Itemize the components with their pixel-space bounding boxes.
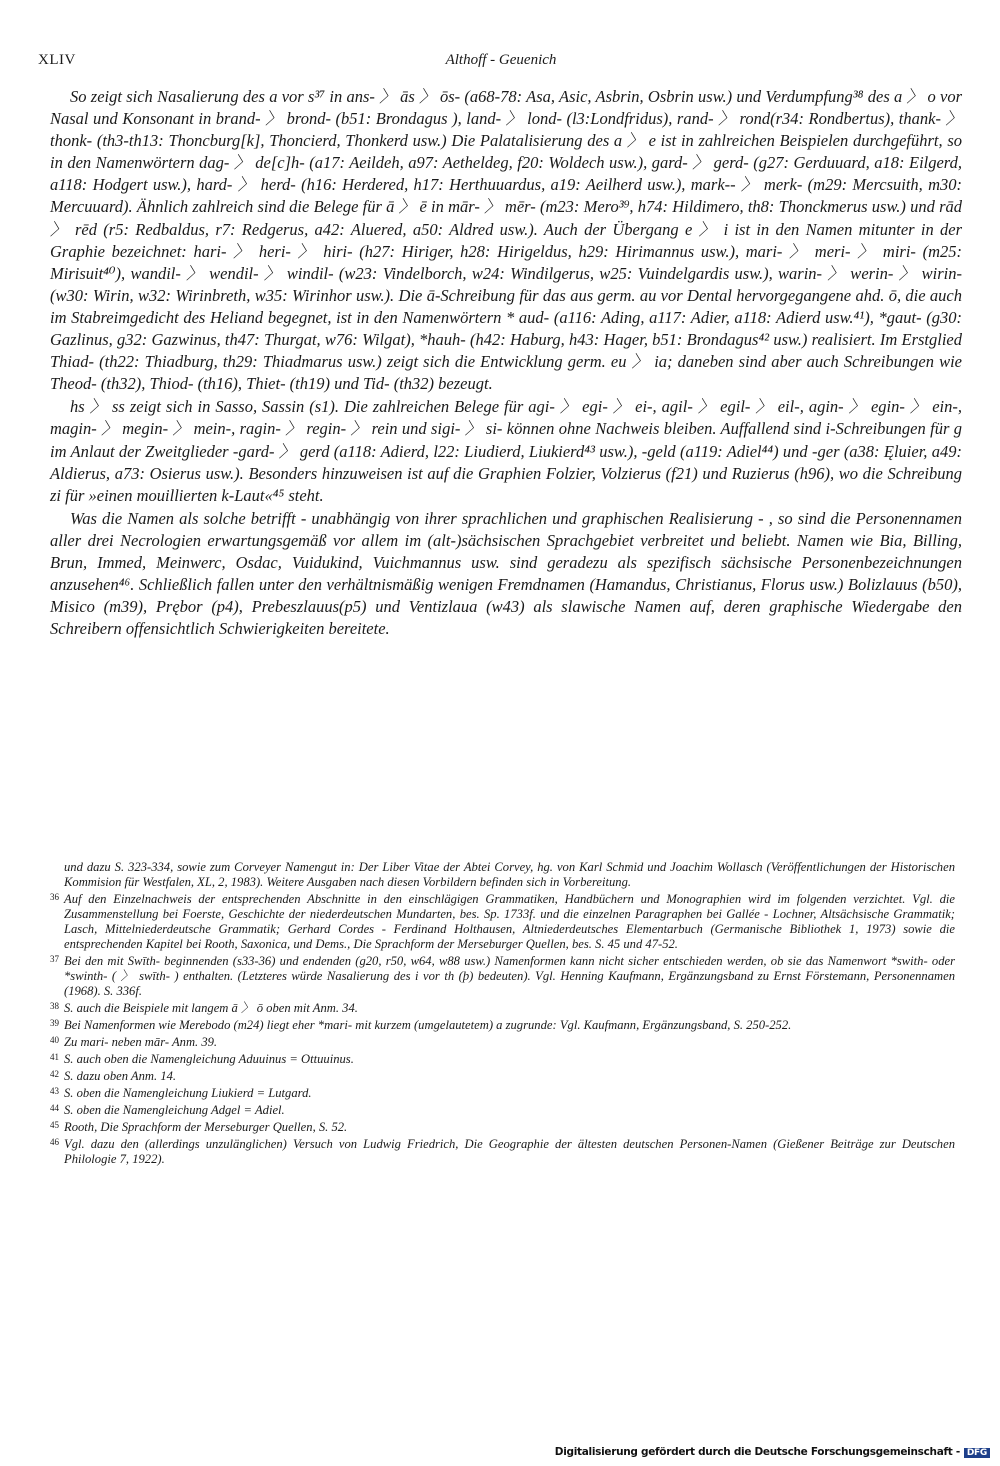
main-text: [50, 86, 962, 640]
footnote-text: Vgl. dazu den (allerdings unzulänglichen) Versuch von Ludwig Friedrich, Die Geographie der ältesten deutschen Personen-Namen (Gießener Beiträge zur Deutschen Philologie 7, 1922).: [64, 1137, 955, 1166]
footnote: [50, 1101, 955, 1118]
footnote: [50, 952, 955, 999]
footnote-text: S. auch die Beispiele mit langem ā 〉 ō oben mit Anm. 34.: [64, 1001, 358, 1015]
footnote-number: 44: [50, 1103, 59, 1113]
footnote: [50, 1016, 955, 1033]
footnote: [50, 1118, 955, 1135]
footnote-number: 36: [50, 892, 59, 902]
footnote-continuation: und dazu S. 323-334, sowie zum Corveyer Namengut in: Der Liber Vitae der Abtei Corvey, hg. von Karl Schmid und Joachim Wollasch (Veröffentlichungen der Historischen Kommision für Westfalen, XL, 2, 1983). Weitere Ausgaben nach diesen Vorbildern befinden sich in Vorbereitung.: [64, 860, 955, 889]
footnote: [50, 1084, 955, 1101]
footnote: [50, 1135, 955, 1167]
footnote: [50, 1067, 955, 1084]
footnote-text: Zu mari- neben mār- Anm. 39.: [64, 1035, 218, 1049]
footnote-text: S. oben die Namengleichung Liukierd = Lutgard.: [64, 1086, 312, 1100]
footnote-text: S. dazu oben Anm. 14.: [64, 1069, 177, 1083]
page-header: [38, 52, 964, 74]
footnote-text: S. auch oben die Namengleichung Aduuinus = Ottuuinus.: [64, 1052, 354, 1066]
footnote-number: 45: [50, 1120, 59, 1130]
footnotes: [50, 860, 955, 1167]
body-paragraph: Was die Namen als solche betrifft - unabhängig von ihrer sprachlichen und graphischen Realisierung - , so sind die Personennamen aller drei Necrologien erwartungsgemäß vor allem im (alt-)sächsischen Sprachgebiet verbreitet und beliebt. Namen wie Bia, Billing, Brun, Immed, Meinwerc, Osdac, Vuidukind, Vuichmannus usw. sind geradezu als spezifisch sächsische Personenbezeichnungen anzusehen⁴⁶. Schließlich fallen unter den verhältnismäßig wenigen Fremdnamen (Hamandus, Christianus, Florus usw.) Bolizlauus (b50), Misico (m39), Prębor (p4), Prebeszlauus(p5) und Ventizlaua (w43) als slawische Namen auf, deren graphische Wiedergabe den Schreibern offensichtlich Schwierigkeiten bereitete.: [50, 508, 962, 639]
footnote-text: S. oben die Namengleichung Adgel = Adiel.: [64, 1103, 285, 1117]
footnote: [50, 999, 955, 1016]
dfg-logo: DFG: [964, 1448, 990, 1458]
funding-text: Digitalisierung gefördert durch die Deutsche Forschungsgemeinschaft -: [554, 1446, 960, 1458]
footnote-number: 39: [50, 1018, 59, 1028]
page-number: XLIV: [38, 52, 76, 68]
body-paragraph: So zeigt sich Nasalierung des a vor s³⁷ in ans- 〉 ās 〉 ōs- (a68-78: Asa, Asic, Asbrin, Osbrin usw.) und Verdumpfung³⁸ des a 〉 o vor Nasal und Konsonant in brand- 〉 brond- (b51: Brondagus ), land- 〉 lond- (l3:Londfridus), rand- 〉 rond(r34: Rondbertus), thank- 〉 thonk- (th3-th13: Thoncburg[k], Thoncierd, Thonkerd usw.) Die Palatalisierung des a 〉 e ist in zahlreichen Beispielen durchgeführt, so in den Namenwörtern dag- 〉 de[c]h- (a17: Aeildeh, a97: Aetheldeg, f20: Woldech usw.), gard- 〉 gerd- (g27: Gerduuard, a18: Eilgerd, a118: Hodgert usw.), hard- 〉 herd- (h16: Herdered, h17: Herthuuardus, a19: Aeilherd usw.), mark-- 〉 merk- (m29: Mercsuith, m30: Mercuuard). Ähnlich zahlreich sind die Belege für ā 〉 ē in mār- 〉 mēr- (m23: Mero³⁹, h74: Hildimero, th8: Thonckmerus usw.) und rād 〉 rēd (r5: Redbaldus, r7: Redgerus, a42: Aluered, a50: Aldred usw.). Auch der Übergang e 〉 i ist in den Namen mitunter in der Graphie bezeichnet: hari- 〉 heri- 〉 hiri- (h27: Hiriger, h28: Hirigeldus, h29: Hirimannus usw.), mari- 〉 meri- 〉 miri- (m25: Mirisuit⁴⁰), wandil- 〉 wendil- 〉 windil- (w23: Vindelborch, w24: Windilgerus, w25: Vuindelgardis usw.), warin- 〉 werin- 〉 wirin- (w30: Wirin, w32: Wirinbreth, w35: Wirinhor usw.). Die ā-Schreibung für das aus germ. au vor Dental hervorgegangene ahd. ō, die auch im Stabreimgedicht des Heliand begegnet, ist in den Namenwörtern * aud- (a116: Ading, a117: Adier, a118: Adierd usw.⁴¹), *gaut- (g30: Gazlinus, g32: Gazwinus, th47: Thurgat, w76: Wilgat), *hauh- (h42: Haburg, h43: Hager, b51: Brondagus⁴² usw.) realisiert. Im Erstglied Thiad- (th22: Thiadburg, th29: Thiadmarus usw.) zeigt sich die Entwicklung germ. eu 〉 ia; daneben sind aber auch Schreibungen wie Theod- (th32), Thiod- (th16), Thiet- (th19) und Tid- (th32) bezeugt.: [50, 87, 962, 394]
footnote-text: Bei Namenformen wie Merebodo (m24) liegt eher *mari- mit kurzem (umgelautetem) a zugrunde: Vgl. Kaufmann, Ergänzungsband, S. 250-252.: [64, 1018, 792, 1032]
footnote-number: 42: [50, 1069, 59, 1079]
footnote: [50, 1050, 955, 1067]
footnote-text: Auf den Einzelnachweis der entsprechenden Abschnitte in den einschlägigen Grammatiken, Handbüchern und Monographien wird im folgenden verzichtet. Vgl. die Zusammenstellung bei Foerste, Geschichte der niederdeutschen Mundarten, bes. Sp. 1733f. und die einzelnen Paragraphen bei Gallée - Lochner, Altsächsische Grammatik; Lasch, Mittelniederdeutsche Grammatik; Gerhard Cordes - Ferdinand Holthausen, Altniederdeutsches Elementarbuch (Germanische Bibliothek 1, 1973) sowie die entsprechenden Kapitel bei Rooth, Saxonica, und Dems., Die Sprachform der Merseburger Quellen, bes. S. 45 und 47-52.: [64, 892, 955, 951]
footnote-number: 37: [50, 954, 59, 964]
footnote-text: Rooth, Die Sprachform der Merseburger Quellen, S. 52.: [64, 1120, 348, 1134]
footnote-number: 40: [50, 1035, 59, 1045]
funding-footer: [555, 1446, 990, 1458]
footnote-number: 38: [50, 1001, 59, 1011]
footnote-number: 41: [50, 1052, 59, 1062]
footnote-text: Bei den mit Swīth- beginnenden (s33-36) und endenden (g20, r50, w64, w88 usw.) Namenformen kann nicht sicher entschieden werden, ob sie das Namenwort *swith- oder *swinth- ( 〉 swīth- ) enthalten. (Letzteres würde Nasalierung des i vor th (þ) bedeuten). Vgl. Henning Kaufmann, Ergänzungsband zu Ernst Förstemann, Personennamen (1968). S. 336f.: [64, 954, 955, 998]
running-head: Althoff - Geuenich: [445, 52, 557, 68]
footnote-number: 43: [50, 1086, 59, 1096]
footnote-number: 46: [50, 1137, 59, 1147]
footnote: [50, 1033, 955, 1050]
body-paragraph: hs 〉 ss zeigt sich in Sasso, Sassin (s1). Die zahlreichen Belege für agi- 〉 egi- 〉 ei-, agil- 〉 egil- 〉 eil-, agin- 〉 egin- 〉 ein-, magin- 〉 megin- 〉 mein-, ragin- 〉 regin- 〉 rein und sigi- 〉 si- können ohne Nachweis bleiben. Auffallend sind i-Schreibungen für g im Anlaut der Zweitglieder -gard- 〉 gerd (a118: Adierd, l22: Liudierd, Liukierd⁴³ usw.), -geld (a119: Adiel⁴⁴) und -ger (a38: Ęluier, a49: Aldierus, a73: Osierus usw.). Besonders hinzuweisen ist auf die Graphien Folzier, Volzierus (f21) und Ruzierus (h96), wo die Schreibung zi für »einen mouillierten k-Laut«⁴⁵ steht.: [50, 397, 962, 505]
footnote: [50, 890, 955, 952]
